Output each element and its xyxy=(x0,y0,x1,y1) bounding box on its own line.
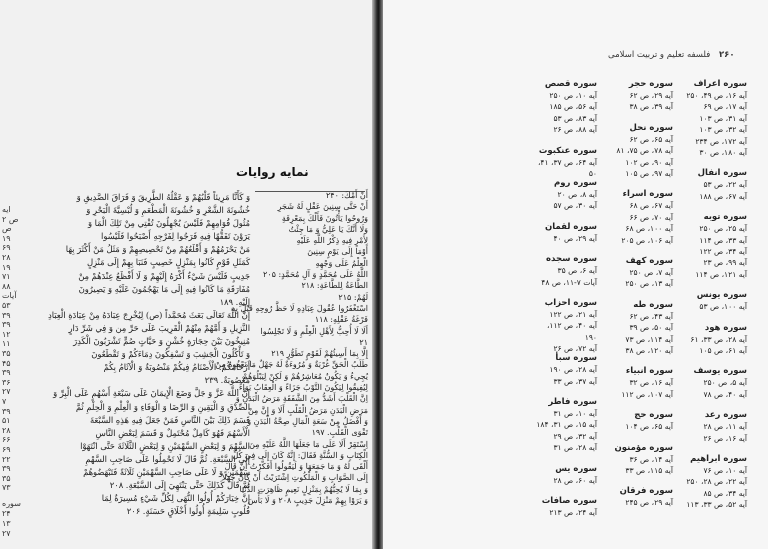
sura-name: سوره کهف xyxy=(625,256,673,266)
hadith-line: إِلَّا بِمَا أَسِيئُهُمْ لَقَوْمٍ تَطَوُّرٍ ۲۱۹ xyxy=(271,349,368,359)
verse-ref: آیه ۱۰، ص ۳۱ xyxy=(553,409,597,418)
sura-entry xyxy=(609,188,673,246)
sura-name: سوره صافات xyxy=(541,496,597,506)
sura-entry xyxy=(533,221,597,244)
verse-ref: آیه ۹۹، ص ۲۳ xyxy=(703,258,747,268)
sura-entry xyxy=(533,177,597,212)
edge-fragment: ۳۹ xyxy=(2,464,11,474)
hadith-line: إِلَى السَّبْعَةِ. ثُمَّ قَالَ لَا تَحْمِلُوا عَلَى صَاحِبِ السَّهْمِ xyxy=(85,453,250,464)
left-edge-fragments xyxy=(0,0,22,549)
hadith-line: مَعْصُوبَةٌ. ۲۳۹ xyxy=(204,375,250,386)
edge-fragment: ۳۹ xyxy=(2,320,11,330)
sura-entry xyxy=(683,289,747,312)
verse-ref: آیه ۲۴، ص ۲۱۳ xyxy=(549,508,597,517)
sura-name: سوره قصص xyxy=(544,79,597,89)
hadith-line: الطَّاعَةُ لِلطَّاعَةِ: ۲۱۸ xyxy=(301,281,368,291)
hadith-line: أَرْحَامَكُمْ. الْأَصْنَامُ فِيكُمْ مَنْصُوبَةٌ وَ الْآثَامُ بِكُمْ xyxy=(103,362,250,373)
hadith-line: الْأَسْهُمَ فَهُوَ كَامِلٌ مُحْتَمِلٌ وَ قَسَمَ لِبَعْضِ النَّاسِ xyxy=(95,427,250,438)
edge-fragment: ۳۹ xyxy=(2,406,11,416)
edge-fragment: ۱۲ xyxy=(2,329,11,339)
verse-ref: آیه ۱۲۱، ص ۱۱۴ xyxy=(695,269,747,279)
edge-fragment: ۵۳ xyxy=(2,301,11,310)
verse-ref: آیه ۳۷، ص ۳۳ xyxy=(553,376,597,386)
verse-ref: آیه ۱۵، ص ۳۱، ۱۸۴ xyxy=(536,420,597,430)
hadith-line: مُنِيخُونَ بَيْنَ حِجَارَةٍ خُشْنٍ وَ حَيَّاتٍ صُمٍّ تَشْرَبُونَ الْكَدِرَ xyxy=(73,336,250,347)
edge-fragment: ۳۹ xyxy=(2,310,11,320)
verse-ref: آیه ۵۶، ص ۱۸۵ xyxy=(549,102,597,112)
verse-ref: آیه ۶۱، ص ۱۰۵ xyxy=(699,346,747,355)
edge-fragment: ایه xyxy=(2,205,11,214)
verse-ref: آیه ۶۵، ص ۱۰۴ xyxy=(625,422,673,432)
sura-name: سوره رعد xyxy=(704,410,747,421)
verse-ref: آیه ۳۳، ص ۱۱۴ xyxy=(699,235,747,245)
sura-name: سوره فرقان xyxy=(619,486,673,497)
verse-ref: آیه ۸۸، ص ۲۶ xyxy=(553,125,597,135)
sura-name: سوره سجده xyxy=(546,254,597,265)
hadith-line: لِأَمْرٍ فِيهِ ذِكْرُ اللَّهِ عَلَيْهِ xyxy=(296,236,368,246)
verse-ref: آیه ۱۰۶، ص ۲۰۵ xyxy=(621,235,673,245)
sura-entry xyxy=(609,365,673,400)
sura-name: سوره لقمان xyxy=(544,221,597,232)
verse-ref: آیه ۱۷۲، ص ۲۳۴ xyxy=(695,136,747,146)
sura-name: سوره عنکبوت xyxy=(538,145,597,156)
edge-fragment: ۲۸ xyxy=(2,253,11,262)
hadith-line: أَنْ حَتَّى سِنِينَ عَقْلٍ لَهُ شَجَرِ xyxy=(277,202,368,212)
verse-ref: آیه ۲۸، ص ۳۳، ۶۱ xyxy=(690,334,747,344)
hadith-line: إِنَّ اللَّهَ تَعَالَى بَعَثَ مُحَمَّداً (ص) لِيُخْرِجَ عِبَادَهُ مِنْ عِبَادَةِ الْعِبَادِ xyxy=(48,309,250,320)
verse-ref: آیه ۶۷، ص ۶۸ xyxy=(629,201,673,211)
verse-ref: آیه ۲۱، ص ۱۲۲ xyxy=(549,310,597,319)
verse-ref: آیه ۶۷، ص ۱۸۸ xyxy=(699,191,747,201)
verse-ref: آیه ۱۸۰، ص ۳۰ xyxy=(699,148,747,158)
hadith-line: وَ كَأَنَّا مَرِيئاً قَلْبُهُمْ وَ عَقْلُهُ الطَّرِيقَ وَ فَرَاقَ الصَّدِيقِ وَ xyxy=(76,192,250,202)
verse-ref: آیه ۲۸، ص ۳۱ xyxy=(553,443,597,453)
verse-ref: آیه ۱۷، ص ۶۹ xyxy=(703,102,747,112)
verse-ref: آیه ۳۲، ص ۱۰۳ xyxy=(699,125,747,135)
hadith-line: وَ يَرَوْا بِهِمْ مَنْزِلَ جَدِيبٍ ۲۰۸ وَ لَا بَأْسَ xyxy=(247,496,368,506)
verse-ref: آیه ۱۰۰، ص ۶۸ xyxy=(625,224,673,234)
sura-name: سوره روم xyxy=(554,178,597,188)
edge-fragment: ۸۸ xyxy=(2,281,11,291)
sura-entry xyxy=(533,495,597,518)
verse-ref: آیه ۱۰۰، ص ۵۳ xyxy=(699,302,747,312)
hadith-line: أَلْقَى لَهُ وَ مَا جَمَعَهَا وَ لَيَقُولُوا أَفَكَّرْتُ أَنَّ قَالَ xyxy=(224,462,368,472)
edge-fragment: ۱۳ xyxy=(2,519,11,529)
sura-entry xyxy=(609,442,673,477)
edge-fragment: ۷ xyxy=(2,397,7,406)
hadith-line: مُفَارَقَةِ مَا كَانُوا فِيهِ إِلَى مَا يَهْجُمُونَ عَلَيْهِ وَ يَصِيرُونَ xyxy=(78,283,250,294)
verse-ref: آیه ۱۱، ص ۲۸ xyxy=(703,422,747,432)
edge-fragment: ۱۹ xyxy=(2,262,11,272)
sura-name: سوره اسراء xyxy=(622,189,673,200)
hadith-line: وَ بِمَا لَا يُحِبُّهُمْ بِمَنْزِلٍ نَعِيمٍ ظَاهِرَتِ الدُّنْيَا xyxy=(239,484,368,494)
sura-entry xyxy=(533,352,597,387)
verse-ref: آیه ۹۰، ص ۱۰۲ xyxy=(625,157,673,167)
hadith-line: سَهْمَيْنِ وَ لَا عَلَى صَاحِبِ السَّهْمَيْنِ ثَلَاثَةً فَتَبْهَضُوهُمْ xyxy=(83,466,250,477)
hadith-line: مَرَضِ الْبَدَنِ مَرَضُ الْقَلْبِ أَلَا وَ إِنَّ مِنْ xyxy=(247,405,368,415)
verse-ref: آیه ۵۲، ص ۳۳، ۱۱۳ xyxy=(686,500,747,510)
sura-entry xyxy=(533,145,597,180)
page-number: ۲۶۰ xyxy=(718,50,735,60)
edge-fragment: ۷۱ xyxy=(2,272,11,282)
sura-entry xyxy=(683,409,747,444)
hadith-line: الصِّدْقِ وَ الْيَقِينِ وَ الرِّضَا وَ الْوَفَاءِ وَ الْعِلْمِ وَ الْحِلْمِ ثُمَّ xyxy=(75,401,250,412)
sura-name: سوره سبأ xyxy=(555,353,597,364)
verse-ref: آیه ۱۰۷، ص ۱۱۲ xyxy=(621,389,673,399)
verse-ref: آیه ۱۱۵، ص ۳۳ xyxy=(625,466,673,475)
sura-name: سوره یوسف xyxy=(693,366,747,377)
sura-name: سوره انفال xyxy=(697,168,747,179)
verse-ref: آیه ۱۱۴، ص ۷۳ xyxy=(625,334,673,344)
hadith-line: وَرُوحُوا يَأْتُونَ فَأَلْكَ بِمَعْرِفَةِ xyxy=(281,213,368,223)
sura-entry xyxy=(683,365,747,400)
right-page xyxy=(383,0,768,549)
sura-name: سوره حج xyxy=(634,410,673,421)
hadith-line: جَدِيبٍ فَلَيْسَ شَيْءٌ أَكْرَهُ إِلَيْهِمْ وَ لَا أَفْظَعُ عِنْدَهُمْ مِنْ xyxy=(78,270,250,281)
hadith-line: إِنَّ اللَّهَ عَزَّ وَ جَلَّ وَضَعَ الْإِيمَانَ عَلَى سَبْعَةِ أَسْهُمٍ عَلَى الْبِرِّ وَ xyxy=(53,388,250,399)
edge-fragment: سوره xyxy=(2,499,21,508)
sura-name: سوره احزاب xyxy=(544,298,597,308)
sura-name: سوره یس xyxy=(555,463,597,474)
hadith-line: قَسَمَ ذَلِكَ بَيْنَ النَّاسِ فَمَنْ جَعَلَ فِيهِ هَذِهِ السَّبْعَةَ xyxy=(89,414,250,425)
edge-fragment: ۳۹ xyxy=(2,368,11,378)
verse-ref: آیه ۳۰، ص ۵۷ xyxy=(553,201,597,211)
edge-fragment: ۶۶ xyxy=(2,435,11,445)
verse-ref: آیه ۶، ص ۳۵ xyxy=(557,266,597,276)
hadith-line: إِلَيْهِ. ۱۸۹ xyxy=(219,296,250,307)
book-binding xyxy=(372,0,383,549)
left-page xyxy=(0,0,372,549)
hadith-column-middle xyxy=(48,191,250,518)
sura-entry xyxy=(609,122,673,180)
sura-entry xyxy=(683,167,747,202)
edge-fragment: ۱۱ xyxy=(2,339,11,349)
hadith-line: يُجِيءُ وَ يَكُونُ مُعَاشِرُهُمْ وَ لَكِنْ لِيَبْلُوَهُمْ xyxy=(242,371,368,381)
hadith-line: اللَّهُ عَلَى مُحَمَّدٍ وَ آلِ مُحَمَّدٍ: ۲۰۵ xyxy=(263,270,368,280)
verse-ref: آیه ۴۳، ص ۶۲ xyxy=(629,311,673,321)
sura-entry xyxy=(533,297,597,355)
hadith-line: ۲۱ xyxy=(359,337,368,347)
sura-name: سوره طه xyxy=(633,299,673,310)
verse-ref: آیه ۲۲، ص ۵۳ xyxy=(703,180,747,190)
hadith-line: إِنَّ خِيَارَكُمْ أُولُوا النُّهَى لِكُلِّ شَيْءٍ مُسِيرَةٌ لِمَا xyxy=(101,493,250,504)
sura-entry xyxy=(683,78,747,158)
edge-fragment: ۴۵ xyxy=(2,358,11,368)
hadith-line: ثُمَّ قَالَ كَذَلِكَ حَتَّى يَنْتَهِيَ إِلَى السَّبْعَةِ. ۲۰۸ xyxy=(109,480,250,491)
hadith-line: كَمَثَلِ قَوْمٍ كَانُوا بِمَنْزِلٍ خَصِيبٍ فَنَبَا بِهِمْ إِلَى مَنْزِلٍ xyxy=(86,257,250,268)
hadith-line: اِسْتَقِرْ أَلَا عَلَى مَا جَعَلَهَا اللَّهُ عَلَيْهِ مِنَ xyxy=(249,439,368,449)
hadith-line: اِنَّ الْقَلْبَ أَشَدُّ مِنَ الشَّفَقَةِ مَرَضُ الْبَدَنِ وَ xyxy=(235,394,368,404)
edge-fragment: ۶۹ xyxy=(2,243,11,253)
edge-fragment: ص xyxy=(2,224,12,234)
sura-name: سوره فاطر xyxy=(548,397,597,407)
sura-name: سوره انبیاء xyxy=(625,366,673,377)
verse-ref: آیه ۳۴، ص ۱۲۲ xyxy=(699,247,747,256)
hadith-line: أَنْ أَمْكَ: ۲۴۰ xyxy=(325,191,368,200)
verse-ref: آیه ۲۲، ص ۲۸، ۲۵۰ xyxy=(686,477,747,487)
edge-fragment: ۲۸ xyxy=(2,425,11,435)
verse-ref: آیه ۵۰، ص ۳۹ xyxy=(629,323,673,333)
verse-ref: آیه ۶۰، ص ۲۸ xyxy=(553,475,597,485)
verse-ref: آیه ۲۸، ص ۱۹۰ xyxy=(549,365,597,375)
verse-ref: آیات ۷-۱۱، ص ۴۸ xyxy=(541,277,597,287)
running-title: فلسفه تعلیم و تربیت اسلامی xyxy=(608,50,711,60)
hadith-line: خُشُونَةَ الشَّعْرِ وَ خُشُونَةَ الْمَطْعَمِ وَ لُبْسِيَّةَ الْبَحْرِ وَ xyxy=(86,205,250,216)
sura-name: سوره مؤمنون xyxy=(614,442,673,453)
sura-name: سوره نحل xyxy=(629,122,673,133)
sura-entry xyxy=(683,453,747,511)
edge-fragment: ۳۵ xyxy=(2,349,11,358)
edge-fragment: ۵۱ xyxy=(2,416,11,426)
verse-ref: آیه ۱۴، ص ۳۶ xyxy=(629,454,673,464)
sura-entry xyxy=(609,78,673,113)
hadith-line: يَرَوْنَ تَفَقُّهًا فِيهِ فَرَجُوا لِفَرْجِهِ أَصْبَحُوا فَلَيْسُوا xyxy=(101,231,250,242)
verse-ref: آیه ۳۱، ص ۱۰۳ xyxy=(699,113,747,123)
verse-ref: آیه ۷، ص ۲۵۰ xyxy=(629,268,673,277)
verse-ref: آیه ۴۰، ص ۱۱۲، ۱۹۰ xyxy=(546,321,597,342)
verse-ref: آیه ۷۸، ص ۷۵، ۸۱ xyxy=(616,146,673,156)
edge-fragment: ۲۷ xyxy=(2,387,11,397)
sura-name: سوره توبه xyxy=(703,212,747,223)
sura-name: سوره یونس xyxy=(696,290,747,301)
verse-ref: آیه ۴۰، ص ۷۸ xyxy=(703,389,747,399)
verse-ref: آیه ۵، ص ۲۵۰ xyxy=(703,378,747,388)
hadith-line: الْكِتَابِ وَ السُّنَّةِ فَقَالَ: إِنَّهُ كَانَ إِلَى فِي كُلِّ xyxy=(232,450,368,460)
verse-ref: آیه ۳۹، ص ۳۸ xyxy=(629,102,673,112)
sura-entry xyxy=(609,299,673,357)
sura-name: سوره اعراف xyxy=(693,79,747,89)
edge-fragment: ۷۳ xyxy=(2,483,11,493)
edge-fragment: ۳۵ xyxy=(2,473,11,483)
hadith-line: وَلَا أَنَّكَ يَا عَلِيُّ وَ مَا جِئْتُ xyxy=(288,224,368,234)
verse-ref: آیه ۱۶، ص ۴۹، ۲۵۰ xyxy=(686,91,747,100)
edge-fragment: ۲۴ xyxy=(2,509,11,519)
sura-entry xyxy=(533,396,597,454)
hadith-line: السَّهْمَ وَ لِبَعْضٍ السَّهْمَيْنِ وَ لِبَعْضٍ الثَّلَاثَةَ حَتَّى انْتَهَوْا xyxy=(80,440,250,451)
verse-ref: آیه ۸، ص ۲۰ xyxy=(557,190,597,199)
hadith-line: مُثُولَ قُوَامِهِمْ فَلَيْسَ يُجْهِلُونَ تُفْتِي مِنْ تَلِكَ الْمَا وَ xyxy=(87,218,250,229)
running-header xyxy=(608,50,735,60)
hadith-line: إِلَى الصَّوَابِ وَ الْمَلْكُوتِ اِشْتَرَيْتُ أَنْ كَانَ جَهَلًا xyxy=(222,473,368,483)
verse-ref: آیه ۷۰، ص ۶۶ xyxy=(629,212,673,222)
verse-ref: آیه ۷۲، ص ۲۶ xyxy=(553,344,597,354)
hadith-line: النَّزِيلِ وَ أَمَّهُمْ مِنْهُمْ الْقَرِيبَ عَلَى حَرِّ مِن وَ فِي شَرِّ دَارٍ xyxy=(68,322,250,333)
sura-name: سوره ابراهیم xyxy=(690,454,747,464)
hadith-line: لَهُمْ: ۲۱۵ xyxy=(338,292,368,302)
edge-fragment: ۲۲ xyxy=(2,454,11,464)
sura-entry xyxy=(533,253,597,288)
verse-ref: آیه ۸۳، ص ۵۳ xyxy=(553,113,597,123)
verse-ref: آیه ۱۶، ص ۳۲ xyxy=(629,378,673,388)
sura-name: سوره هود xyxy=(704,322,747,333)
sura-entry xyxy=(533,78,597,136)
verse-ref: آیه ۲۵، ص ۲۵۰ xyxy=(699,224,747,234)
hadith-line: أَوْمَا إِلَى يَوْمٍ سِنِينَ xyxy=(307,247,368,257)
edge-fragment: ۱۹ xyxy=(2,233,11,243)
verse-ref: آیه ۲۹، ص ۲۴۵ xyxy=(625,498,673,508)
hadith-line: تَقْوَى الْقَلْبِ. ۱۹۷ xyxy=(311,428,368,438)
edge-fragment: ۲۷ xyxy=(2,529,11,539)
verse-ref: آیه ۶۴، ص ۳۷، ۴۱، ۵۰ xyxy=(537,157,597,178)
sura-entry xyxy=(609,409,673,432)
sura-entry xyxy=(683,322,747,357)
hadith-line: قُلُوبٍ سَلِيمَةٍ أُولُوا أَخْلَاقٍ حَسَنَةٍ. ۲۰۶ xyxy=(126,506,250,517)
hadith-line: طَلَبُ الْحَقِّ غُرْبَةٌ وَ مُرُوءَةٌ لَهُ جَهْلٌ مَا نَعْفُوهُ مِنْ xyxy=(215,360,368,370)
verse-ref: آیه ۱۲۰، ص ۳۸ xyxy=(625,346,673,356)
sura-entry xyxy=(609,255,673,290)
hadith-line: الْعِلْمُ عَلَى وَجْهِهِ xyxy=(315,258,368,268)
edge-fragment: آیات xyxy=(2,291,17,301)
verse-ref: آیه ۱۶، ص ۲۶ xyxy=(703,433,747,443)
page-title: نمایه روایات xyxy=(236,165,309,179)
hadith-line: وَ تَأْكُلُونَ الْجَشِبَ وَ تَسْفِكُونَ دِمَاءَكُمْ وَ تَقْطَعُونَ xyxy=(91,349,250,360)
hadith-line: مَنْ يَحْزَمُهُمْ وَ أَقْلَعُهُمْ مِنْ تَحْصِيصِهِمْ وَ مَثَلُ مَنْ أَكْثَرَ بِهَا xyxy=(65,244,250,255)
verse-ref: آیه ۱۰، ص ۷۶ xyxy=(703,466,747,475)
verse-ref: آیه ۱۳، ص ۲۵۰ xyxy=(625,279,673,289)
hadith-line: فَرْغَةُ عَقْلِهِ: ۱۱۸ xyxy=(314,315,368,325)
verse-ref: آیه ۹۷، ص ۱۰۵ xyxy=(625,169,673,179)
hadith-line: وَ أَفْضَلُ مِنْ سَعَةِ الْمَالِ صِحَّةُ الْبَدَنِ وَ xyxy=(247,416,368,426)
edge-fragment: ص ۲ xyxy=(2,214,19,224)
edge-fragment: ۶۹ xyxy=(2,445,11,454)
edge-fragment: ۳۶ xyxy=(2,377,11,387)
hadith-line: اسْتَغْفَرُوا عُقُولَ عِبَادِهِ لَا حَظَّ رُوحِهِ قَبْلَ بِهِ xyxy=(231,303,368,313)
verse-ref: آیه ۱۰، ص ۲۵۰ xyxy=(549,91,597,100)
hadith-line: لِيُفِيقُوا لِيَكُونَ التَّوْبُ جَزَاءً وَ الْعِقَابُ بَوَاءً. xyxy=(236,383,368,393)
hadith-line: أَلَا لَا أُحِبُّ لِأَهْلِ الْعِلْمِ وَ لَا تَجْلِسُوا xyxy=(260,326,368,336)
verse-ref: آیه ۲۹، ص ۶۲ xyxy=(629,91,673,100)
verse-ref: آیه ۶۵، ص ۶۲ xyxy=(629,134,673,144)
sura-name: سوره حجر xyxy=(628,79,673,89)
sura-entry xyxy=(609,485,673,508)
verse-ref: آیه ۳۴، ص ۸۵ xyxy=(703,488,747,498)
verse-ref: آیه ۳۲، ص ۲۹ xyxy=(553,431,597,441)
sura-entry xyxy=(683,211,747,280)
sura-entry xyxy=(533,463,597,486)
verse-ref: آیه ۲۹، ص ۴۰ xyxy=(553,233,597,243)
